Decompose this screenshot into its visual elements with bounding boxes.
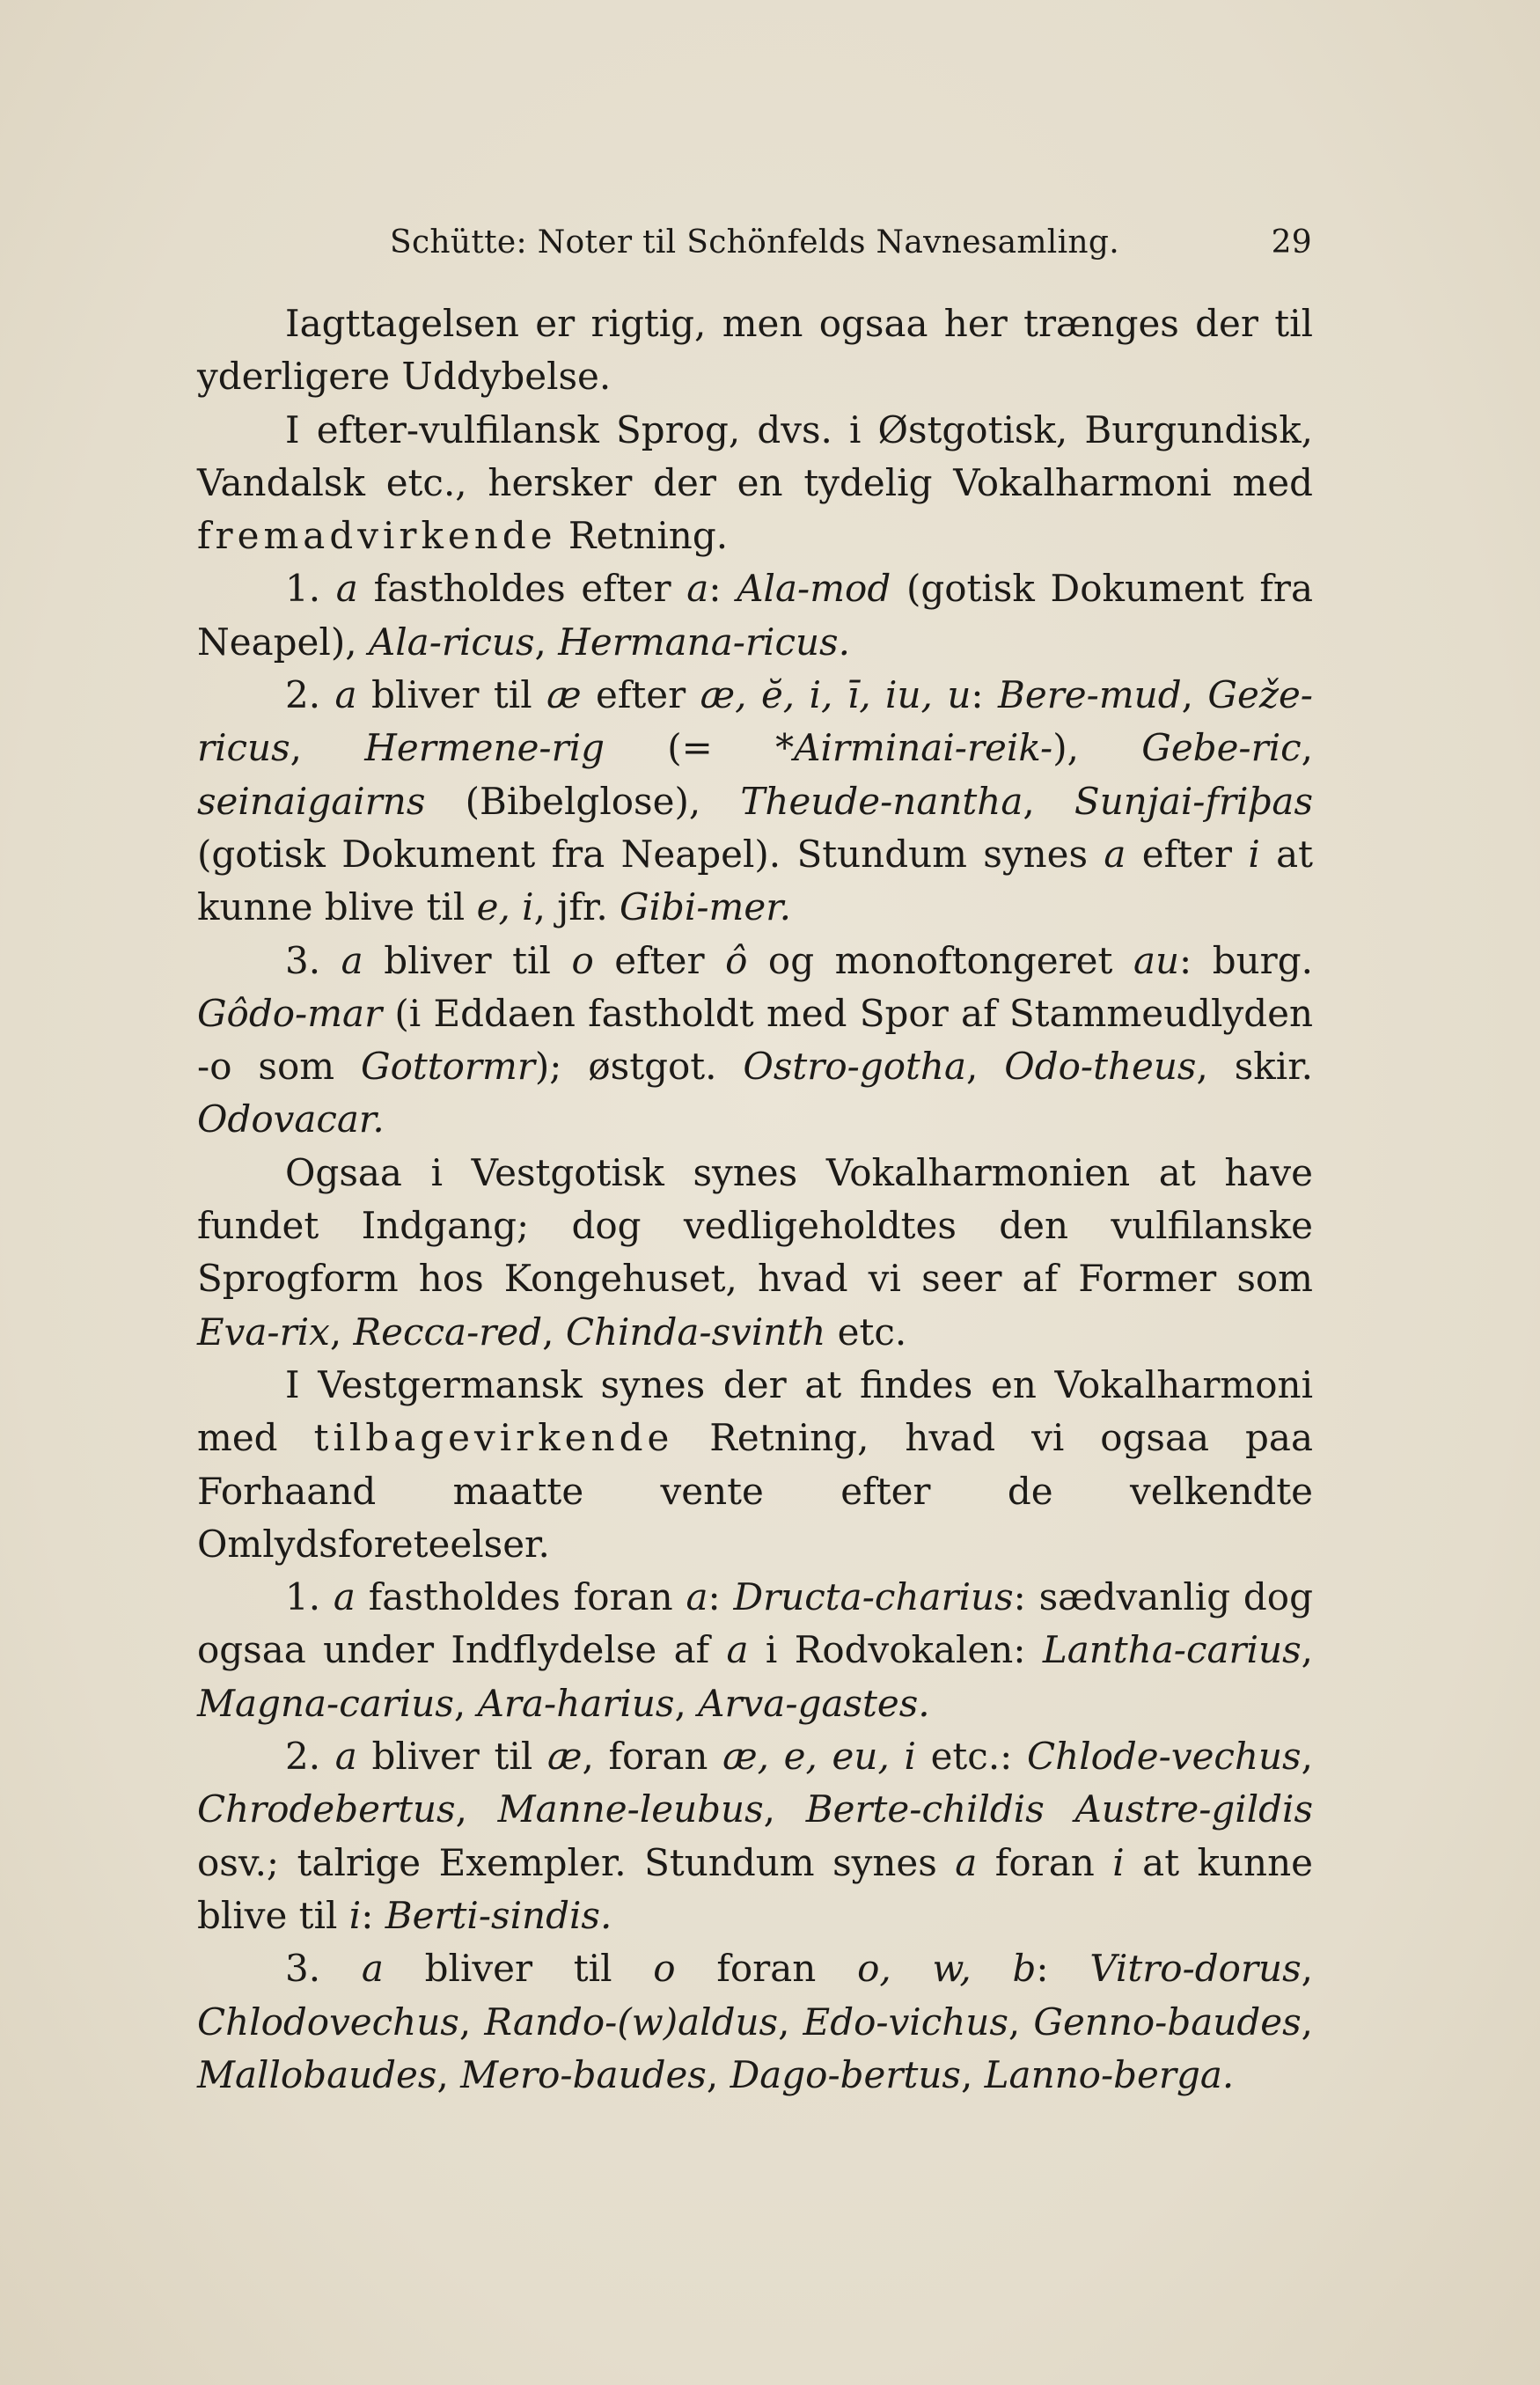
italic-run: a (361, 1947, 384, 1991)
text-run: , (674, 1681, 699, 1725)
text-run: foran (675, 1947, 858, 1991)
text-run: , (763, 1787, 806, 1831)
text-run: efter (1126, 832, 1249, 876)
text-run: bliver til (356, 673, 547, 717)
paragraph (197, 562, 1313, 669)
text-run: , (965, 1045, 1005, 1089)
italic-run: o (653, 1947, 676, 1991)
italic-run: i (1248, 832, 1260, 876)
paragraph (197, 1147, 1313, 1359)
text-run: (= (605, 726, 776, 770)
text-run: efter (593, 938, 726, 982)
italic-run: Edo-vichus (803, 2000, 1008, 2044)
text-run: , (453, 1681, 478, 1725)
text-run: : (361, 1893, 385, 1937)
paragraph (197, 1571, 1313, 1730)
italic-run: o (571, 938, 594, 982)
italic-run: Ostro-gotha (743, 1045, 966, 1089)
italic-run: Gibi-mer. (620, 885, 792, 929)
running-title: Schütte: Noter til Schönfelds Navnesamling. (390, 224, 1119, 261)
text-run: i Rodvokalen: (748, 1628, 1043, 1672)
running-header (390, 224, 1312, 268)
text-run: , (455, 1787, 498, 1831)
italic-run: Manne-leubus (497, 1787, 764, 1831)
paragraph (197, 404, 1313, 563)
italic-run: a (955, 1840, 978, 1884)
italic-run: o, w, b (857, 1947, 1037, 1991)
text-run: : sædvanlig dog ogsaa under Indflydelse af (197, 1575, 1313, 1672)
text-run: ); østgot. (534, 1045, 744, 1089)
italic-run: a (1104, 832, 1126, 876)
italic-run: ô (725, 938, 748, 982)
text-run: fastholdes efter (357, 567, 687, 611)
text-run: etc. (825, 1310, 907, 1354)
text-run: Retning. (556, 514, 729, 558)
italic-run: Odo-theus (1004, 1045, 1197, 1089)
text-run: 2. (285, 673, 335, 717)
italic-run: Bere-mud (998, 673, 1182, 717)
italic-run: Geže-ricus (197, 673, 1313, 770)
italic-run: Vitro-dorus (1089, 1947, 1302, 1991)
text-run: 1. (285, 1575, 334, 1619)
text-run: 3. (285, 1947, 362, 1991)
italic-run: Berti-sindis. (385, 1893, 612, 1937)
italic-run: Chinda-svinth (565, 1310, 826, 1354)
paragraph (197, 1730, 1313, 1942)
text-run: I Vestgermansk synes der at findes en Vokalharmoni med (197, 1362, 1313, 1460)
paragraph (197, 669, 1313, 934)
italic-run: seinaigairns (197, 779, 426, 823)
paragraph (197, 1942, 1313, 2102)
text-run: , foran (582, 1735, 723, 1779)
italic-run: Ala-mod (737, 567, 891, 611)
text-run: Ogsaa i Vestgotisk synes Vokalharmonien at have fundet Indgang; dog vedligeholdtes den vulfilanske Sprogform hos Kongehuset, hvad vi seer af Former som (197, 1150, 1313, 1301)
text-run: , (542, 1310, 566, 1354)
italic-run: Lanno-berga. (984, 2052, 1235, 2096)
italic-run: a (686, 1575, 708, 1619)
italic-run: Dructa-charius (733, 1575, 1014, 1619)
text-run: , (1301, 1947, 1313, 1991)
text-run: at kunne blive til (197, 1840, 1314, 1937)
text-run: , (436, 2052, 461, 2096)
italic-run: Magna-carius (197, 1681, 454, 1725)
text-run: , (1301, 1735, 1313, 1779)
text-run: 1. (285, 567, 336, 611)
text-run: etc.: (915, 1735, 1028, 1779)
text-run: bliver til (383, 1947, 654, 1991)
italic-run: Chlodovechus (197, 2000, 459, 2044)
italic-run: Mero-baudes (460, 2052, 707, 2096)
italic-run: æ (546, 673, 582, 717)
text-run: , (458, 2000, 485, 2044)
italic-run: Arva-gastes. (698, 1681, 930, 1725)
text-run: (Bibelglose), (425, 779, 741, 823)
paragraph (197, 1359, 1313, 1571)
italic-run: Theude-nantha (740, 779, 1023, 823)
italic-run: i (1112, 1840, 1125, 1884)
spaced-run: fremadvirkende (197, 514, 557, 558)
italic-run: æ, ĕ, i, ī, iu, u (700, 673, 972, 717)
italic-run: Recca-red (353, 1310, 543, 1354)
text-run: 3. (285, 938, 341, 982)
text-run: , (1023, 779, 1074, 823)
text-run: : (1036, 1947, 1090, 1991)
text-run: Retning, hvad vi ogsaa paa Forhaand maatte vente efter de velkendte Omlydsforeteelser. (197, 1416, 1314, 1566)
text-run: , (329, 1310, 354, 1354)
italic-run: Sunjai-friþas (1074, 779, 1314, 823)
italic-run: i (348, 1893, 362, 1937)
text-run: osv.; talrige Exempler. Stundum synes (197, 1840, 956, 1884)
italic-run: a (341, 938, 363, 982)
italic-run: Rando-(w)aldus (484, 2000, 779, 2044)
paragraph (197, 297, 1313, 404)
italic-run: æ, e, eu, i (722, 1735, 916, 1779)
text-run: , (1008, 2000, 1034, 2044)
italic-run: a (726, 1628, 749, 1672)
text-run: , (1301, 726, 1314, 770)
text-run: foran (977, 1840, 1113, 1884)
italic-run: Lantha-carius (1042, 1628, 1302, 1672)
text-run: og monoftongeret (747, 938, 1133, 982)
text-run: ), (1052, 726, 1142, 770)
text-run: : (971, 673, 998, 717)
text-run: (gotisk Dokument fra Neapel). Stundum synes (197, 832, 1104, 876)
italic-run: Hermana-ricus. (558, 620, 850, 664)
text-run: I efter-vulfilansk Sprog, dvs. i Østgotisk, Burgundisk, Vandalsk etc., hersker der en tydelig Vokalharmoni med (197, 407, 1313, 504)
text-run: (gotisk Dokument fra Neapel), (197, 567, 1313, 664)
italic-run: a (333, 1575, 356, 1619)
paragraph (197, 935, 1313, 1147)
text-run: , (1181, 673, 1208, 717)
text-run: , skir. (1196, 1045, 1314, 1089)
italic-run: a (334, 1735, 357, 1779)
italic-run: Austre-gildis (1074, 1787, 1314, 1831)
text-run: , (1301, 1628, 1314, 1672)
italic-run: Chrodebertus (197, 1787, 456, 1831)
italic-run: Hermene-rig (364, 726, 605, 770)
text-run: , (960, 2052, 985, 2096)
text-run: bliver til (356, 1735, 547, 1779)
italic-run: Ala-ricus (368, 620, 535, 664)
italic-run: æ (546, 1735, 583, 1779)
text-run: , (1301, 2000, 1314, 2044)
text-run: , (290, 726, 365, 770)
italic-run: Gebe-ric (1141, 726, 1302, 770)
page-number: 29 (1271, 224, 1312, 261)
text-run (1045, 1787, 1075, 1831)
text-run: Iagttagelsen er rigtig, men ogsaa her trænges der til yderligere Uddybelse. (197, 302, 1313, 399)
text-run: : burg. (1179, 938, 1313, 982)
italic-run: Mallobaudes (197, 2052, 437, 2096)
italic-run: Odovacar. (197, 1097, 385, 1141)
italic-run: Gottormr (361, 1045, 535, 1089)
italic-run: Eva-rix (197, 1310, 330, 1354)
italic-run: Dago-bertus (730, 2052, 961, 2096)
text-run: (i Eddaen fastholdt med Spor af Stammeudlyden -o som (197, 991, 1313, 1089)
italic-run: Berte-childis (805, 1787, 1045, 1831)
text-run: bliver til (363, 938, 572, 982)
text-run: , (778, 2000, 803, 2044)
italic-run: Chlode-vechus (1027, 1735, 1302, 1779)
italic-run: Genno-baudes (1033, 2000, 1302, 2044)
spaced-run: tilbagevirkende (313, 1416, 674, 1460)
italic-run: Gôdo-mar (197, 991, 383, 1035)
italic-run: a (335, 567, 358, 611)
italic-run: au (1133, 938, 1180, 982)
body-text (197, 297, 1313, 2102)
text-run: fastholdes foran (355, 1575, 686, 1619)
text-run: 2. (285, 1735, 335, 1779)
text-run: , (706, 2052, 730, 2096)
italic-run: Ara-harius (477, 1681, 675, 1725)
italic-run: a (686, 567, 709, 611)
text-run: , jfr. (533, 885, 620, 929)
text-run: efter (581, 673, 700, 717)
text-run: , (534, 620, 559, 664)
italic-run: a (334, 673, 357, 717)
italic-run: e, i (476, 885, 534, 929)
text-run: at kunne blive til (197, 832, 1313, 929)
italic-run: *Airminai-reik- (775, 726, 1053, 770)
text-run: : (708, 567, 737, 611)
text-run: : (708, 1575, 734, 1619)
